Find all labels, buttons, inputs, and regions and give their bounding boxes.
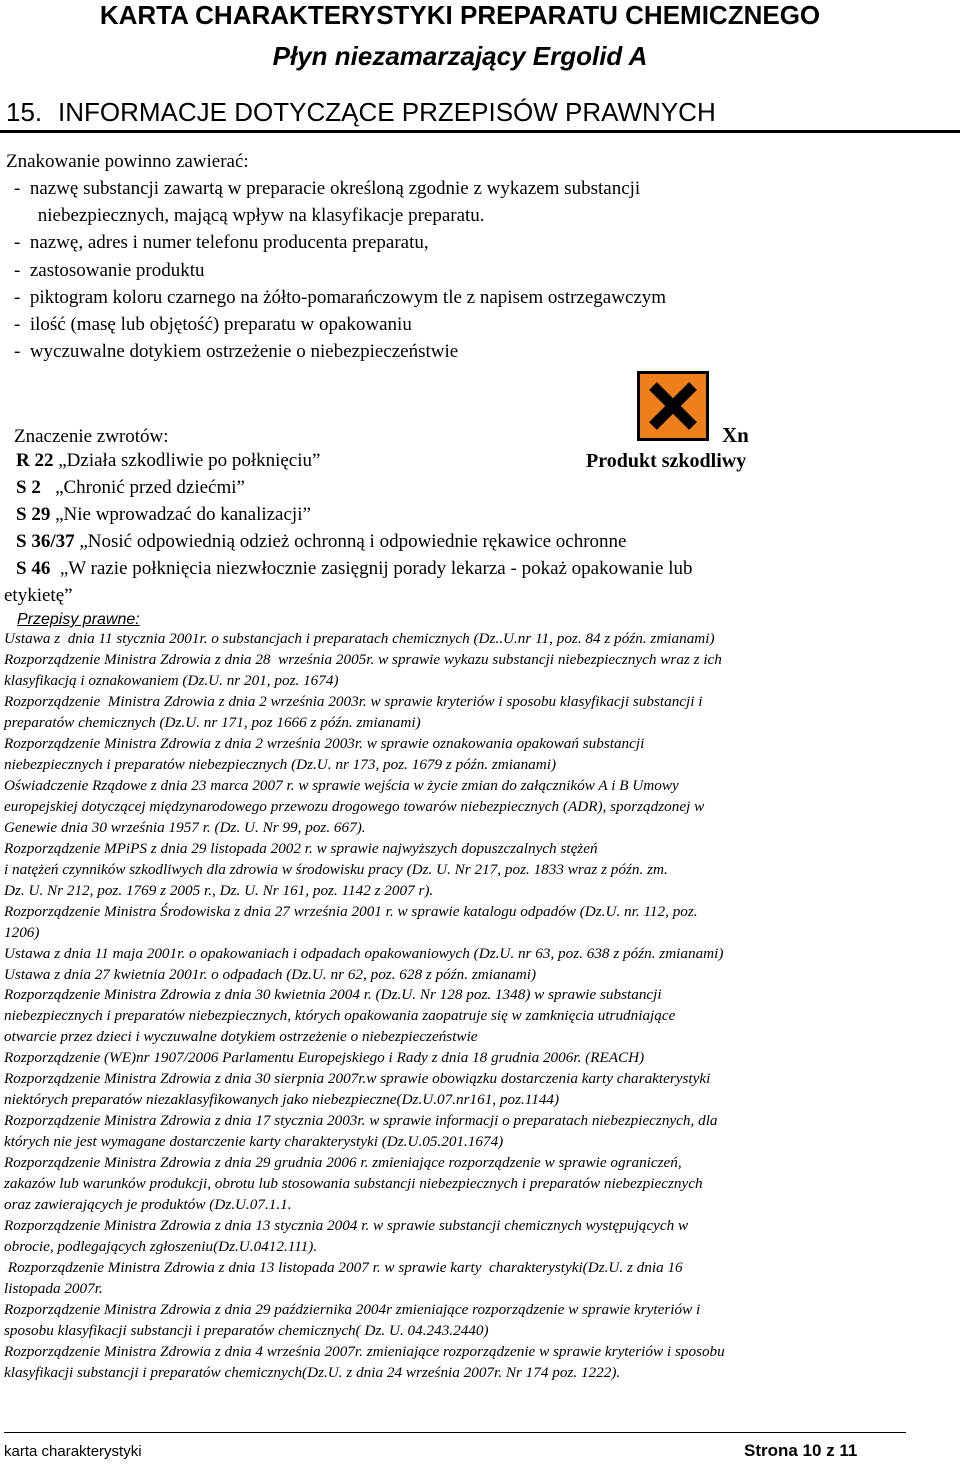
phrase-row (16, 477, 245, 499)
phrase-row (16, 450, 320, 472)
labeling-item: - piktogram koloru czarnego na żółto-pomarańczowym tle z napisem ostrzegawczym (14, 286, 667, 308)
regulations-heading: Przepisy prawne: (17, 611, 140, 628)
harmful-cross-icon (637, 371, 709, 441)
footer-divider (4, 1432, 906, 1433)
phrase-code: R 22 (16, 450, 54, 471)
phrase-code: S 29 (16, 504, 51, 525)
labeling-item: - nazwę substancji zawartą w preparacie określoną zgodnie z wykazem substancji (14, 178, 641, 199)
regulation-line: Rozporządzenie Ministra Zdrowia z dnia 2 września 2003r. w sprawie oznakowania opakowań substancji (4, 734, 645, 752)
phrases-heading: Znaczenie zwrotów: (14, 426, 169, 447)
regulation-line: Rozporządzenie Ministra Zdrowia z dnia 30 sierpnia 2007r.w sprawie obowiązku dostarczenia karty charakterystyki (4, 1070, 711, 1088)
regulation-line: klasyfikacji substancji i preparatów chemicznych(Dz.U. z dnia 24 września 2007r. Nr 174 poz. 1222). (4, 1363, 621, 1381)
regulation-line: listopada 2007r. (4, 1280, 103, 1298)
regulation-line: niebezpiecznych i preparatów niebezpiecznych, których opakowania zaopatruje się w zamknięcia utrudniające (4, 1007, 676, 1025)
regulation-line: Genewie dnia 30 września 1957 r. (Dz. U. Nr 99, poz. 667). (4, 818, 366, 836)
phrase-code: S 2 (16, 477, 41, 498)
regulation-line: europejskiej dotyczącej międzynarodowego przewozu drogowego towarów niebezpiecznych (ADR), sporządzonej w (4, 797, 705, 815)
regulation-line: Rozporządzenie Ministra Zdrowia z dnia 17 stycznia 2003r. w sprawie informacji o preparatach niebezpiecznych, dla (4, 1112, 718, 1130)
regulation-line: Rozporządzenie Ministra Zdrowia z dnia 29 października 2004r zmieniające rozporządzenie w sprawie kryteriów i (4, 1301, 701, 1319)
regulation-line: Rozporządzenie Ministra Zdrowia z dnia 2 września 2003r. w sprawie kryteriów i sposobu klasyfikacji substancji i (4, 692, 703, 710)
regulation-line: niektórych preparatów niezaklasyfikowanych jako niebezpieczne(Dz.U.07.nr161, poz.1144) (4, 1091, 560, 1109)
regulation-line: Ustawa z dnia 27 kwietnia 2001r. o odpadach (Dz.U. nr 62, poz. 628 z późn. zmianami) (4, 965, 536, 983)
regulation-line: Rozporządzenie Ministra Zdrowia z dnia 30 kwietnia 2004 r. (Dz.U. Nr 128 poz. 1348) w sprawie substancji (4, 986, 662, 1004)
regulation-line: i natężeń czynników szkodliwych dla zdrowia w środowisku pracy (Dz. U. Nr 217, poz. 1833 wraz z późn. zm. (4, 860, 668, 878)
regulation-line: sposobu klasyfikacji substancji i preparatów chemicznych( Dz. U. 04.243.2440) (4, 1322, 489, 1339)
document-title: KARTA CHARAKTERYSTYKI PREPARATU CHEMICZNEGO (99, 0, 821, 30)
regulation-line: oraz zawierających je produktów (Dz.U.07.1.1. (4, 1196, 292, 1214)
phrase-row (16, 531, 626, 553)
labeling-item: - nazwę, adres i numer telefonu producenta preparatu, (14, 232, 429, 254)
regulation-line: Rozporządzenie Ministra Zdrowia z dnia 28 września 2005r. w sprawie wykazu substancji niebezpiecznych wraz z ich (4, 650, 722, 668)
regulation-line: niebezpiecznych i preparatów niebezpiecznych (Dz.U. nr 173, poz. 1679 z późn. zmianami) (4, 755, 557, 773)
regulation-line: Rozporządzenie Ministra Środowiska z dnia 27 września 2001 r. w sprawie katalogu odpadów (Dz.U. nr. 112, poz. (4, 902, 698, 920)
phrase-text: „Działa szkodliwie po połknięciu” (53, 450, 321, 471)
regulation-line: Rozporządzenie MPiPS z dnia 29 listopada 2002 r. w sprawie najwyższych dopuszczalnych stężeń (4, 839, 598, 857)
labeling-item: niebezpiecznych, mającą wpływ na klasyfikacje preparatu. (14, 205, 485, 227)
hazard-symbol-code: Xn (722, 423, 749, 447)
regulation-line: Ustawa z dnia 11 stycznia 2001r. o substancjach i preparatach chemicznych (Dz..U.nr 11, poz. 84 z późn. zmianami) (4, 630, 715, 647)
labeling-item: - zastosowanie produktu (14, 259, 205, 281)
footer-left: karta charakterystyki (4, 1443, 142, 1460)
regulation-line: obrocie, podlegających zgłoszeniu(Dz.U.0412.111). (4, 1238, 318, 1256)
hazard-symbol-label: Produkt szkodliwy (586, 450, 747, 472)
regulation-line: otwarcie przez dzieci i wyczuwalne dotykiem ostrzeżenie o niebezpieczeństwie (4, 1028, 478, 1046)
section-title: INFORMACJE DOTYCZĄCE PRZEPISÓW PRAWNYCH (58, 97, 716, 127)
regulation-line: Oświadczenie Rządowe z dnia 23 marca 2007 r. w sprawie wejścia w życie zmian do załączników A i B Umowy (4, 776, 679, 794)
phrase-text: „Chronić przed dziećmi” (40, 477, 245, 498)
regulation-line: zakazów lub warunków produkcji, obrotu lub stosowania substancji niebezpiecznych i preparatów niebezpiecznych (4, 1175, 703, 1193)
phrase-text: „W razie połknięcia niezwłocznie zasięgnij porady lekarza - pokaż opakowanie lub (50, 558, 693, 579)
regulation-line: Rozporządzenie Ministra Zdrowia z dnia 4 września 2007r. zmieniające rozporządzenie w sprawie kryteriów i sposobu (4, 1342, 725, 1360)
phrases-continuation: etykietę” (4, 585, 73, 606)
regulation-line: Rozporządzenie Ministra Zdrowia z dnia 13 stycznia 2004 r. w sprawie substancji chemicznych występujących w (4, 1217, 689, 1235)
regulation-line: klasyfikacją i oznakowaniem (Dz.U. nr 201, poz. 1674) (4, 671, 339, 689)
phrase-code: S 46 (16, 558, 51, 579)
hazard-pictogram (637, 371, 709, 441)
section-number: 15. (6, 97, 43, 127)
regulation-line: Ustawa z dnia 11 maja 2001r. o opakowaniach i odpadach opakowaniowych (Dz.U. nr 63, poz. 638 z późn. zmianami) (4, 944, 724, 962)
regulation-line: Rozporządzenie Ministra Zdrowia z dnia 13 listopada 2007 r. w sprawie karty charakterystyki(Dz.U. z dnia 16 (4, 1259, 683, 1277)
labeling-intro: Znakowanie powinno zawierać: (6, 151, 249, 172)
labeling-item: - ilość (masę lub objętość) preparatu w opakowaniu (14, 314, 412, 335)
phrase-text: „Nosić odpowiednią odzież ochronną i odpowiednie rękawice ochronne (74, 531, 627, 552)
product-name: Płyn niezamarzający Ergolid A (272, 41, 648, 71)
regulation-line: 1206) (4, 923, 40, 941)
regulation-line: których nie jest wymagane dostarczenie karty charakterystyki (Dz.U.05.201.1674) (4, 1133, 504, 1151)
phrase-row (16, 504, 311, 526)
phrase-text: „Nie wprowadzać do kanalizacji” (50, 504, 311, 525)
footer-page: Strona 10 z 11 (744, 1441, 858, 1460)
regulation-line: preparatów chemicznych (Dz.U. nr 171, poz 1666 z późn. zmianami) (4, 713, 421, 731)
section-divider (0, 130, 960, 133)
labeling-item: - wyczuwalne dotykiem ostrzeżenie o niebezpieczeństwie (14, 341, 459, 363)
phrase-row (16, 558, 693, 580)
regulation-line: Rozporządzenie Ministra Zdrowia z dnia 29 grudnia 2006 r. zmieniające rozporządzenie w sprawie ograniczeń, (4, 1154, 682, 1172)
phrase-code: S 36/37 (16, 531, 75, 552)
regulation-line: Rozporządzenie (WE)nr 1907/2006 Parlamentu Europejskiego i Rady z dnia 18 grudnia 2006r. (REACH) (4, 1049, 645, 1067)
regulation-line: Dz. U. Nr 212, poz. 1769 z 2005 r., Dz. U. Nr 161, poz. 1142 z 2007 r). (4, 881, 434, 899)
